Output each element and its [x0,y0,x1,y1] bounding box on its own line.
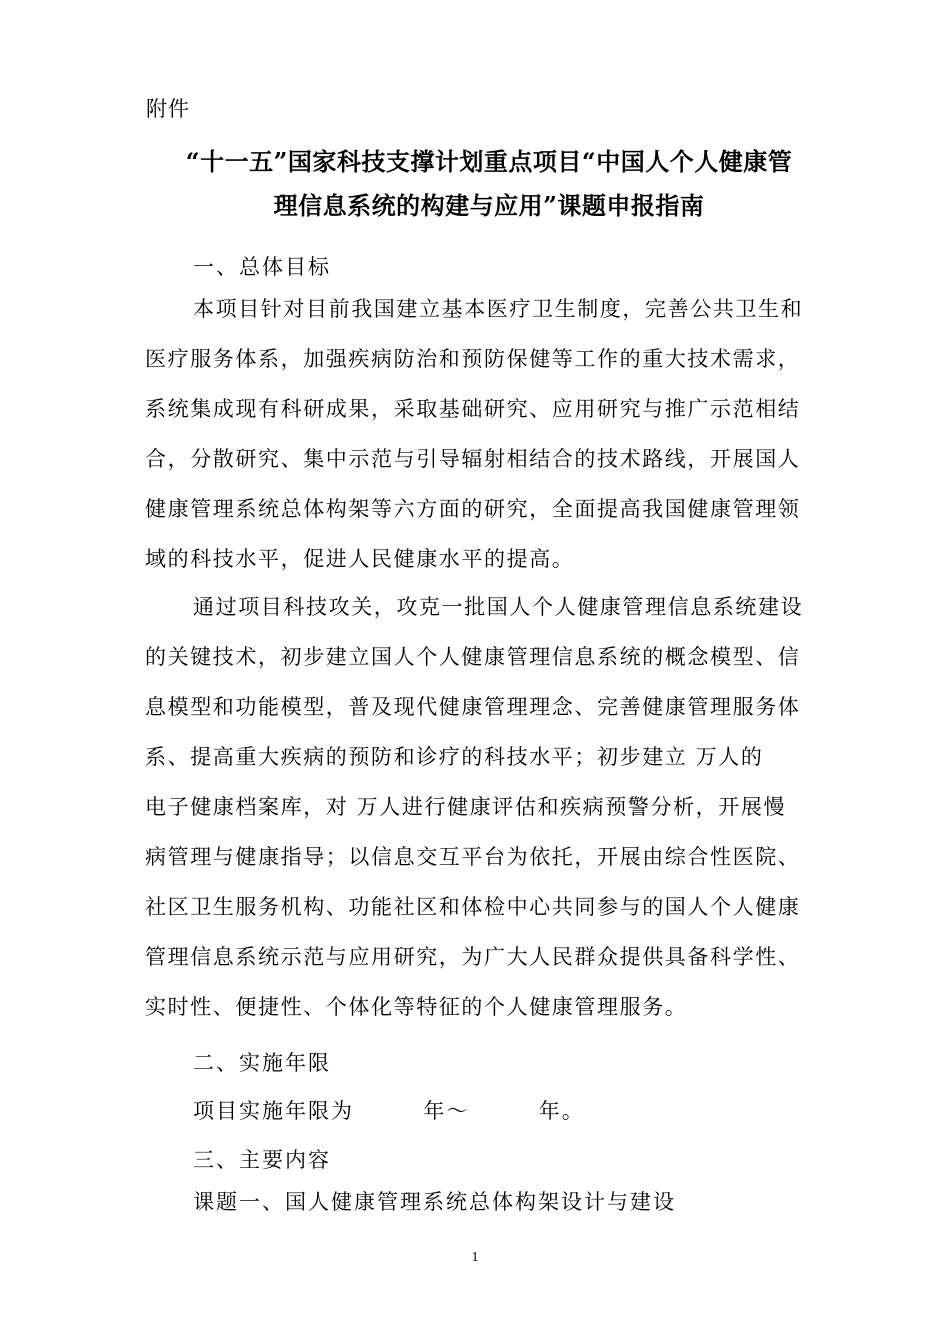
paragraph-line: 域的科技水平，促进人民健康水平的提高。 [145,547,575,571]
section-1-paragraph-2 [145,582,835,1032]
paragraph-line: 系、提高重大疾病的预防和诊疗的科技水平；初步建立 万人的 [145,745,764,769]
title-line-2: 理信息系统的构建与应用”课题申报指南 [273,191,705,220]
section-1-paragraph-1 [145,284,835,584]
title-line-1: “十一五”国家科技支撑计划重点项目“中国人个人健康管 [185,147,793,176]
paragraph-line: 病管理与健康指导；以信息交互平台为依托，开展由综合性医院、 [145,845,801,869]
paragraph-line: 合，分散研究、集中示范与引导辐射相结合的技术路线，开展国人 [145,447,801,471]
section-1-heading: 一、总体目标 [193,255,331,279]
paragraph-line: 电子健康档案库，对 万人进行健康评估和疾病预警分析，开展慢 [145,795,787,819]
paragraph-line: 息模型和功能模型，普及现代健康管理理念、完善健康管理服务体 [145,695,801,719]
paragraph-line: 社区卫生服务机构、功能社区和体检中心共同参与的国人个人健康 [145,895,801,919]
section-2-heading: 二、实施年限 [193,1051,331,1075]
paragraph-line: 通过项目科技攻关，攻克一批国人个人健康管理信息系统建设 [193,595,804,619]
paragraph-line: 健康管理系统总体构架等六方面的研究，全面提高我国健康管理领 [145,497,801,521]
paragraph-line: 实时性、便捷性、个体化等特征的个人健康管理服务。 [145,995,688,1019]
paragraph-line: 的关键技术，初步建立国人个人健康管理信息系统的概念模型、信 [145,645,801,669]
attachment-label: 附件 [146,97,190,121]
paragraph-line: 管理信息系统示范与应用研究，为广大人民群众提供具备科学性、 [145,945,801,969]
paragraph-line: 医疗服务体系，加强疾病防治和预防保健等工作的重大技术需求， [145,347,801,371]
paragraph-line: 本项目针对目前我国建立基本医疗卫生制度，完善公共卫生和 [193,297,804,321]
document-title [144,140,834,228]
topic-1-text: 课题一、国人健康管理系统总体构架设计与建设 [193,1190,676,1214]
page-number: 1 [471,1250,479,1265]
paragraph-line: 系统集成现有科研成果，采取基础研究、应用研究与推广示范相结 [145,397,801,421]
implementation-period-text: 项目实施年限为 年～ 年。 [193,1099,585,1123]
section-3-heading: 三、主要内容 [193,1148,331,1172]
